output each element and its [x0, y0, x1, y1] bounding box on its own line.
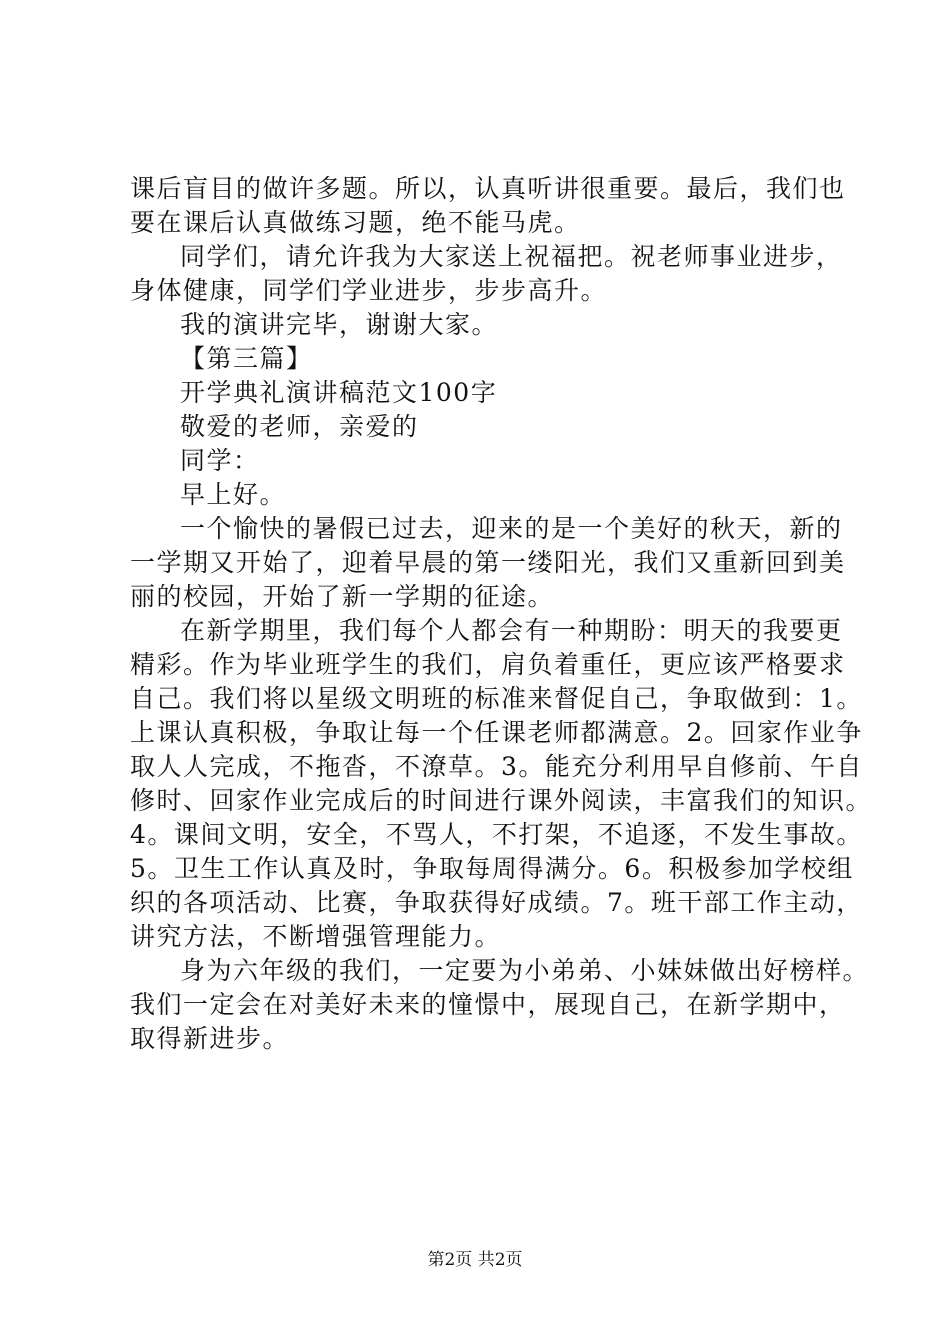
- text-line: 一学期又开始了，迎着早晨的第一缕阳光，我们又重新回到美: [130, 548, 846, 577]
- text-line: 敬爱的老师，亲爱的: [180, 412, 419, 441]
- text-line: 身为六年级的我们，一定要为小弟弟、小妹妹做出好榜样。: [180, 956, 870, 985]
- text-line: 一个愉快的暑假已过去，迎来的是一个美好的秋天，新的: [180, 514, 843, 543]
- text-line: 取人人完成，不拖沓，不潦草。3。能充分利用早自修前、午自: [130, 752, 863, 781]
- text-line: 同学们，请允许我为大家送上祝福把。祝老师事业进步，: [180, 242, 843, 271]
- text-line: 课后盲目的做许多题。所以，认真听讲很重要。最后，我们也: [130, 174, 846, 203]
- text-line: 我们一定会在对美好未来的憧憬中，展现自己，在新学期中，: [130, 990, 846, 1019]
- text-line: 讲究方法，不断增强管理能力。: [130, 922, 502, 951]
- text-line: 我的演讲完毕，谢谢大家。: [180, 310, 499, 339]
- text-line: 取得新进步。: [130, 1024, 290, 1053]
- text-line: 织的各项活动、比赛，争取获得好成绩。7。班干部工作主动，: [130, 888, 863, 917]
- text-line: 5。卫生工作认真及时，争取每周得满分。6。积极参加学校组: [130, 854, 854, 883]
- text-line: 4。课间文明，安全，不骂人，不打架，不追逐，不发生事故。: [130, 820, 863, 849]
- text-line: 精彩。作为毕业班学生的我们，肩负着重任，更应该严格要求: [130, 650, 846, 679]
- text-line: 在新学期里，我们每个人都会有一种期盼：明天的我要更: [180, 616, 843, 645]
- text-line: 早上好。: [180, 480, 287, 509]
- text-line: 上课认真积极，争取让每一个任课老师都满意。2。回家作业争: [130, 718, 863, 747]
- text-line: 要在课后认真做练习题，绝不能马虎。: [130, 208, 581, 237]
- text-line: 自己。我们将以星级文明班的标准来督促自己，争取做到：1。: [130, 684, 863, 713]
- text-line: 开学典礼演讲稿范文100字: [180, 378, 498, 407]
- text-line: 丽的校园，开始了新一学期的征途。: [130, 582, 555, 611]
- text-line: 【第三篇】: [180, 344, 313, 373]
- document-body: [130, 172, 873, 1056]
- text-line: 身体健康，同学们学业进步，步步高升。: [130, 276, 608, 305]
- text-line: 同学：: [180, 446, 260, 475]
- page-footer: 第2页 共2页: [427, 1250, 523, 1270]
- text-line: 修时、回家作业完成后的时间进行课外阅读，丰富我们的知识。: [130, 786, 873, 815]
